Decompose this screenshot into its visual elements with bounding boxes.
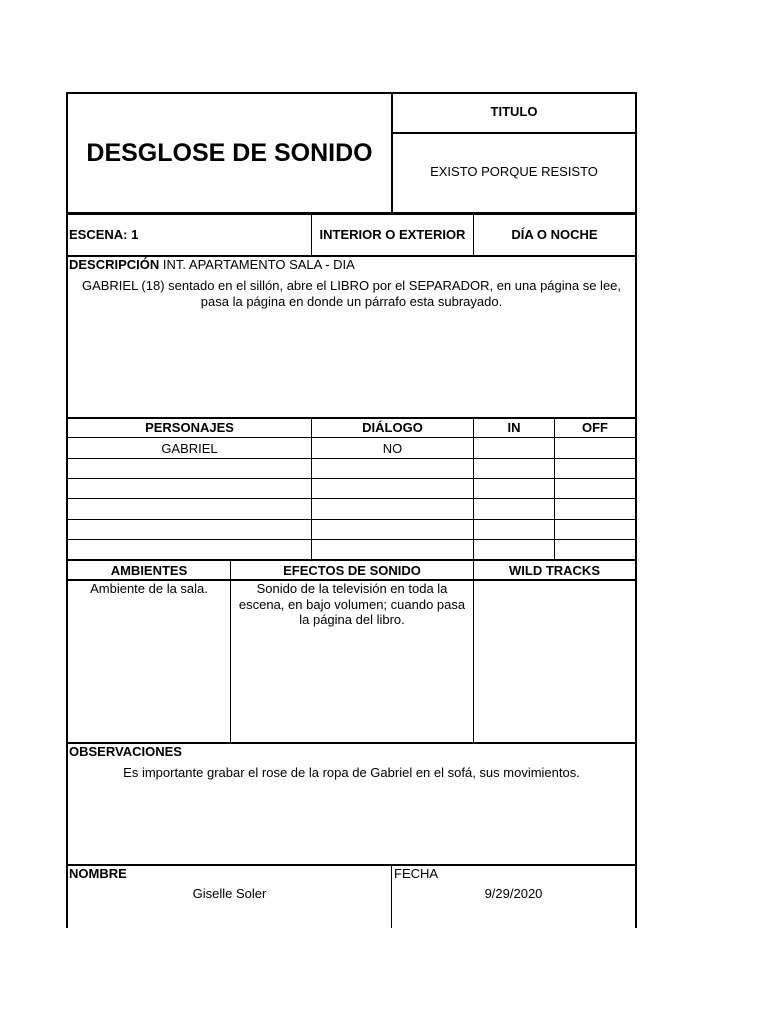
observaciones-label: OBSERVACIONES <box>69 744 182 759</box>
header-personajes: PERSONAJES <box>145 420 234 435</box>
cell-personaje: GABRIEL <box>161 441 218 456</box>
nombre-value: Giselle Soler <box>192 886 267 901</box>
fecha-value: 9/29/2020 <box>484 886 543 901</box>
descripcion-line: GABRIEL (18) sentado en el sillón, abre el LIBRO por el SEPARADOR, en una página se lee, <box>81 278 622 293</box>
header-wild-tracks: WILD TRACKS <box>509 563 600 578</box>
border-right <box>635 92 637 928</box>
header-efectos: EFECTOS DE SONIDO <box>283 563 421 578</box>
divider <box>66 437 637 438</box>
cell-dialogo: NO <box>382 441 403 456</box>
divider <box>311 418 312 560</box>
dia-noche-label: DÍA O NOCHE <box>511 227 598 242</box>
divider <box>554 418 555 560</box>
divider <box>66 478 637 479</box>
fecha-label: FECHA <box>394 866 439 881</box>
header-ambientes: AMBIENTES <box>110 563 188 578</box>
divider <box>473 418 474 560</box>
descripcion-scene-heading: INT. APARTAMENTO SALA - DIA <box>162 257 355 272</box>
header-off: OFF <box>582 420 608 435</box>
divider <box>66 212 637 215</box>
divider <box>66 519 637 520</box>
divider <box>66 417 637 419</box>
border-left <box>66 92 68 928</box>
divider <box>66 539 637 540</box>
divider <box>473 560 474 743</box>
divider <box>66 458 637 459</box>
divider <box>66 559 637 561</box>
descripcion-heading <box>69 257 355 273</box>
observaciones-text: Es importante grabar el rose de la ropa de Gabriel en el sofá, sus movimientos. <box>123 765 580 780</box>
header-in: IN <box>507 420 521 435</box>
ambientes-value: Ambiente de la sala. <box>90 581 208 596</box>
page-title: DESGLOSE DE SONIDO <box>86 139 373 167</box>
efectos-line: la página del libro. <box>299 612 405 627</box>
efectos-line: escena, en bajo volumen; cuando pasa <box>238 597 466 612</box>
divider <box>66 498 637 499</box>
divider <box>66 864 637 866</box>
descripcion-line: pasa la página en donde un párrafo esta subrayado. <box>200 294 503 309</box>
border-top <box>66 92 637 94</box>
titulo-value: EXISTO PORQUE RESISTO <box>430 164 598 179</box>
descripcion-label: DESCRIPCIÓN <box>69 257 160 272</box>
interior-exterior-label: INTERIOR O EXTERIOR <box>319 227 466 242</box>
nombre-label: NOMBRE <box>69 866 127 881</box>
escena-label: ESCENA: 1 <box>69 227 139 242</box>
divider <box>391 132 637 134</box>
efectos-line: Sonido de la televisión en toda la <box>256 581 448 596</box>
header-dialogo: DIÁLOGO <box>362 420 423 435</box>
titulo-label: TITULO <box>490 104 538 119</box>
